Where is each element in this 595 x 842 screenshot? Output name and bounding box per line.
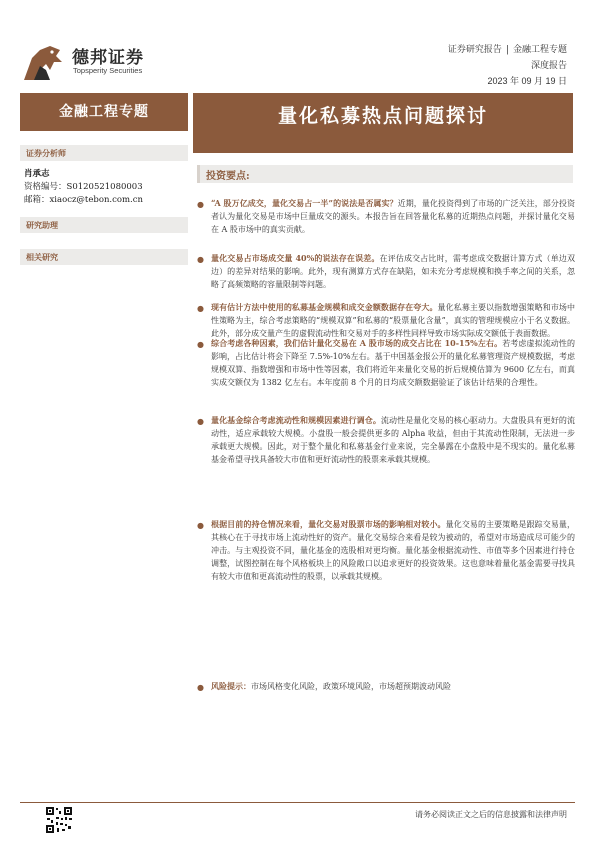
report-date: 2023 年 09 月 19 日 [487,76,567,86]
bullet-highlight: 量化交易占市场成交量 40%的说法存在误差。 [211,253,380,263]
risk-body: 市场风格变化风险，政策环境风险，市场超预期波动风险 [251,682,451,691]
bullet-highlight: 量化基金综合考虑流动性和规模因素进行调仓。 [211,415,381,425]
page-title: 量化私募热点问题探讨 [193,93,573,153]
bullet-item [197,252,575,291]
analyst-email[interactable]: 邮箱：xiaocz@tebon.com.cn [24,195,143,205]
bullet-highlight: “A 股万亿成交，量化交易占一半”的说法是否属实？ [211,198,398,208]
brand-logo [20,40,160,86]
assistant-section: 研究助理 [20,217,188,233]
bullet-dot-icon: ● [197,255,204,264]
bullet-body: 在评估成交占比时，需考虑成交数据计算方式（单边双边）的差异对结果的影响。此外，现有测算方式存在缺陷，如未充分考虑规模和换手率之间的关系，忽略了高频策略的容量限制等问题。 [211,254,575,289]
report-type: 证券研究报告 [447,45,502,55]
analyst-name: 肖承志 [24,169,50,179]
report-header [448,42,567,55]
bullet-dot-icon: ● [197,340,204,349]
bullet-dot-icon: ● [197,417,204,426]
qr-code-icon [45,806,73,834]
bullet-dot-icon: ● [197,683,204,692]
analyst-id: 资格编号：S0120521080003 [24,182,143,192]
report-depth: 深度报告 [530,61,567,71]
related-section: 相关研究 [20,249,188,265]
bullet-highlight: 综合考虑各种因素，我们估计量化交易在 A 股市场的成交占比在 10-15%左右。 [211,338,503,348]
bullet-item [197,337,575,389]
analyst-section: 证券分析师 [20,145,188,161]
bullet-body: 量化私募主要以指数增强策略和市场中性策略为主，综合考虑策略的“规模双算”和私募的“股票量化含量”，真实的管理规模应小于名义数据。此外，部分成交量产生的虚假流动性和交易对手的多样性同样导致市场实际成交额低于表面数据。 [211,303,575,338]
footer-divider [20,802,575,803]
key-points-bar [197,165,573,183]
report-topic: 金融工程专题 [512,45,567,55]
header-separator: | [505,45,509,55]
brand-mark-icon [20,40,66,84]
bullet-item [197,197,575,236]
bullet-dot-icon: ● [197,304,204,313]
bullet-body: 流动性是量化交易的核心驱动力。大盘股具有更好的流动性，适应承载较大规模。小盘股一般会提供更多的 Alpha 收益，但由于其流动性限制，无法进一步承载更大规模。因此，对于整个量化和私募基金行业来说，完全暴露在小盘股中是不现实的。量化私募基金希望寻找具备较大市值和更好流动性的股票来承载其规模。 [211,416,576,464]
bullet-dot-icon: ● [197,200,204,209]
risk-item [197,680,575,693]
bullet-item [197,414,575,466]
bullet-highlight: 现有估计方法中使用的私募基金规模和成交金额数据存在夸大。 [211,302,438,312]
bullet-highlight: 根据目前的持仓情况来看，量化交易对股票市场的影响相对较小。 [211,519,446,529]
risk-label: 风险提示： [211,681,251,691]
bullet-body: 量化交易的主要策略是跟踪交易量，其核心在于寻找市场上流动性好的资产。量化交易综合来看是较为被动的，希望对市场造成尽可能少的冲击。与主观投资不同，量化基金的选股相对更均衡。量化基金根据流动性、市值等多个因素进行持仓调整，试图控制在每个风格板块上的风险敞口以追求更好的投资效果。这也意味着量化基金需要寻找具有较大市值和更高流动性的股票，以承载其规模。 [211,520,576,581]
footer-disclaimer: 请务必阅读正文之后的信息披露和法律声明 [415,810,567,819]
bullet-item [197,518,575,583]
key-points-label: 投资要点: [206,171,250,182]
sidebar-banner: 金融工程专题 [20,93,188,131]
brand-name-en: Topsperity Securities [73,66,143,75]
bullet-dot-icon: ● [197,521,204,530]
bullet-body: 近期，量化投资得到了市场的广泛关注，部分投资者认为量化交易是市场中巨量成交的源头。本报告旨在回答量化私募的近期热点问题，并探讨量化交易在 A 股市场中的真实贡献。 [211,199,576,234]
bullet-body: 若考虑虚拟流动性的影响，占比估计将会下降至 7.5%-10%左右。基于中国基金报公开的量化私募管理资产规模数据，考虑规模双算、指数增强和市场中性等因素，我们将近年来量化交易的折后规模估算为 9600 亿左右，而真实成交额仅为 1382 亿左右。本年度前 8 个月的日均成交额数据验证了该估计结果的合理性。 [211,339,575,387]
brand-name-cn: 德邦证券 [72,48,144,68]
bullet-item [197,301,575,340]
